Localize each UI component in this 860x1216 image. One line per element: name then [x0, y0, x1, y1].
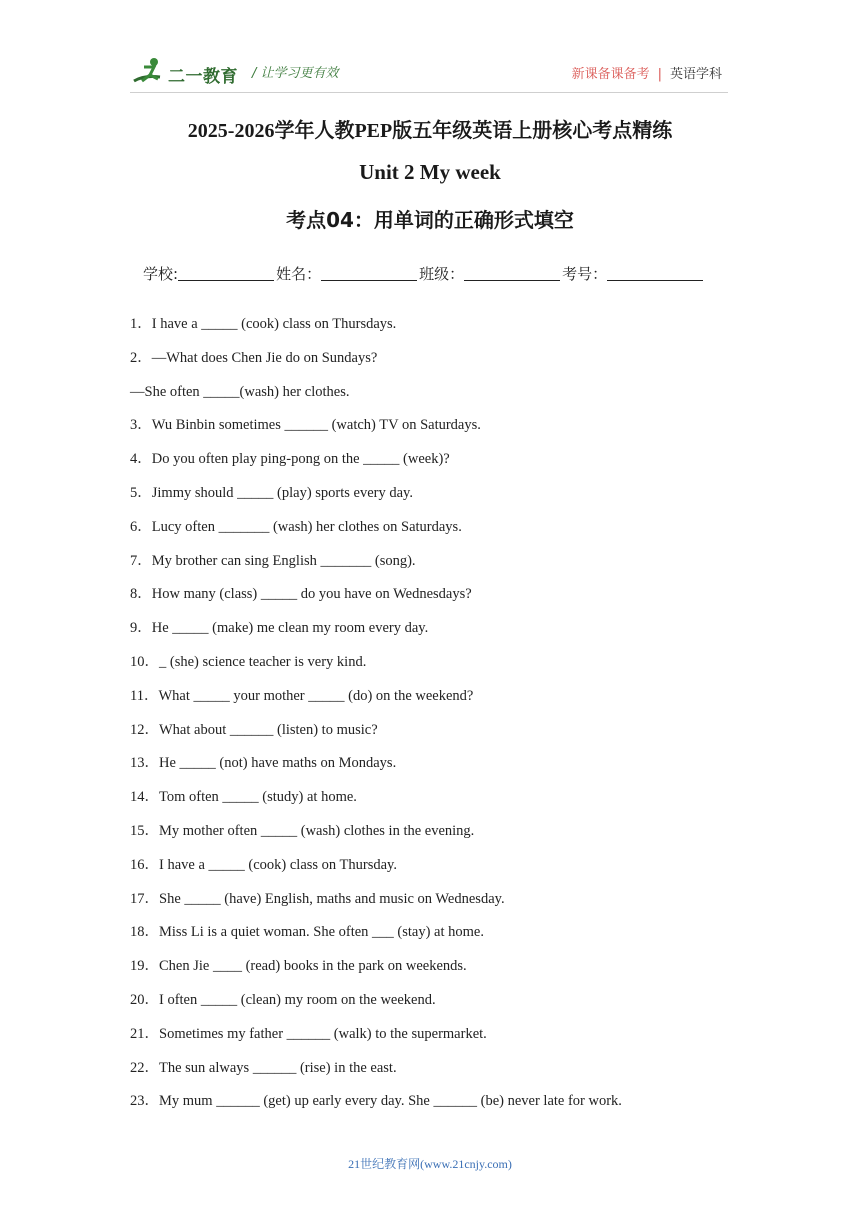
question-item: 17．She _____ (have) English, maths and music on Wednesday.	[130, 890, 505, 907]
slogan: / 让学习更有效	[252, 66, 339, 81]
question-item: 12．What about ______ (listen) to music?	[130, 721, 378, 738]
question-item: 4．Do you often play ping-pong on the _____ (week)?	[130, 451, 450, 468]
document-title: 2025-2026学年人教PEP版五年级英语上册核心考点精练	[187, 120, 673, 142]
question-item: 14．Tom often _____ (study) at home.	[130, 789, 357, 806]
question-item: 8．How many (class) _____ do you have on Wednesdays?	[130, 586, 472, 603]
question-item: 13．He _____ (not) have maths on Mondays.	[130, 755, 397, 772]
question-item: 2．—What does Chen Jie do on Sundays?	[130, 349, 378, 366]
question-item: 22．The sun always ______ (rise) in the east.	[130, 1059, 397, 1076]
header-right	[572, 63, 722, 82]
logo-text: 二一教育	[168, 67, 238, 87]
question-item: 5．Jimmy should _____ (play) sports every day.	[130, 484, 413, 501]
school-label: 学校:	[143, 265, 179, 283]
question-list	[130, 315, 770, 1126]
exam-number-label: 考号：	[562, 265, 608, 283]
footer-source: 21世纪教育网(www.21cnjy.com)	[348, 1157, 512, 1171]
header-divider	[130, 92, 728, 93]
header-course-label: 新课备课备考	[571, 67, 650, 82]
question-item: 21．Sometimes my father ______ (walk) to the supermarket.	[130, 1025, 487, 1042]
header-subject-label: 英语学科	[669, 67, 722, 82]
question-item: 15．My mother often _____ (wash) clothes in the evening.	[130, 822, 475, 839]
question-item: 20．I often _____ (clean) my room on the weekend.	[130, 991, 436, 1008]
school-blank[interactable]	[178, 266, 274, 281]
question-item: 18．Miss Li is a quiet woman. She often ___ (stay) at home.	[130, 924, 484, 941]
class-blank[interactable]	[464, 266, 560, 281]
header-separator: |	[657, 67, 662, 82]
runner-logo-icon	[130, 55, 170, 89]
question-item: 16．I have a _____ (cook) class on Thursday.	[130, 856, 397, 873]
question-item: 6．Lucy often _______ (wash) her clothes on Saturdays.	[130, 518, 462, 535]
question-item: 1．I have a _____ (cook) class on Thursdays.	[130, 316, 397, 332]
question-item: 23．My mum ______ (get) up early every day. She ______ (be) never late for work.	[130, 1093, 622, 1110]
logo	[130, 55, 240, 89]
question-item: 11．What _____ your mother _____ (do) on the weekend?	[130, 687, 474, 704]
question-item: 19．Chen Jie ____ (read) books in the park on weekends.	[130, 958, 467, 975]
question-item: 9．He _____ (make) me clean my room every day.	[130, 620, 429, 637]
unit-title: Unit 2 My week	[359, 160, 501, 184]
page-header	[130, 55, 730, 95]
topic-title: 考点04：用单词的正确形式填空	[286, 208, 574, 232]
exam-number-blank[interactable]	[607, 266, 703, 281]
question-item: —She often _____(wash) her clothes.	[130, 383, 350, 400]
name-blank[interactable]	[321, 266, 417, 281]
question-item: 3．Wu Binbin sometimes ______ (watch) TV on Saturdays.	[130, 417, 481, 434]
student-info-line	[143, 263, 705, 284]
class-label: 班级：	[419, 265, 465, 283]
question-item: 10．_ (she) science teacher is very kind.	[130, 653, 367, 670]
name-label: 姓名：	[276, 265, 322, 283]
question-item: 7．My brother can sing English _______ (song).	[130, 552, 416, 569]
